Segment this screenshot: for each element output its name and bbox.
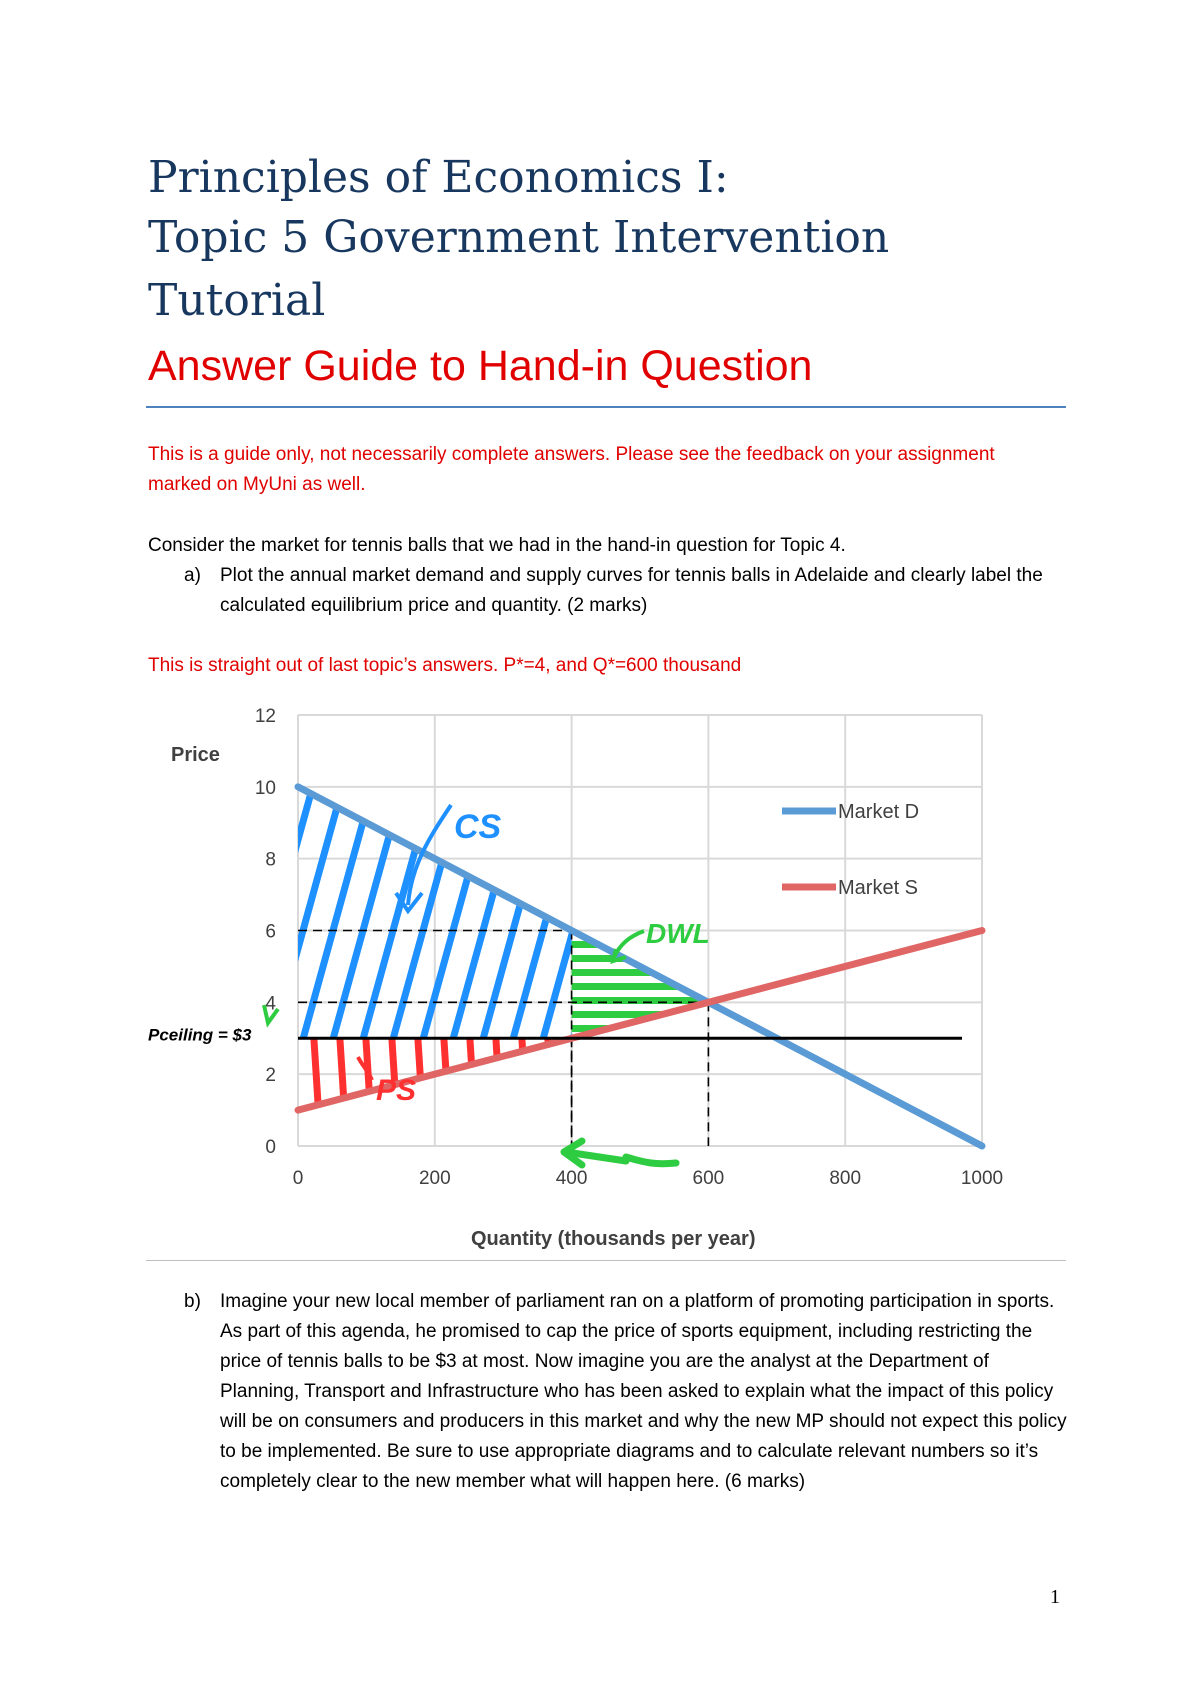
ps-hatch-stroke	[188, 705, 218, 1166]
cs-hatch-stroke	[988, 705, 1066, 1166]
x-tick-label: 200	[418, 1168, 451, 1189]
y-tick-label: 4	[265, 993, 276, 1015]
cs-hatch	[146, 705, 1066, 1166]
y-tick-label: 10	[254, 777, 276, 799]
title-divider	[146, 406, 1066, 408]
title-line-2: Topic 5 Government Intervention	[148, 212, 890, 263]
ps-annotation: PS	[376, 1074, 417, 1107]
cs-hatch-stroke	[1048, 705, 1066, 1166]
ps-hatch-stroke	[786, 705, 816, 1166]
ps-hatch-stroke	[146, 705, 166, 1166]
question-b-marker: b)	[184, 1291, 201, 1312]
legend-label: Market S	[838, 877, 919, 899]
page-number: 1	[1050, 1586, 1060, 1608]
cs-annotation: CS	[454, 808, 502, 846]
title-line-1: Principles of Economics I:	[148, 152, 729, 203]
ps-hatch-stroke	[604, 705, 634, 1166]
surplus-hatching	[146, 705, 1066, 1166]
ps-hatch-stroke	[734, 705, 764, 1166]
ps-hatch-stroke	[838, 705, 868, 1166]
ps-hatch-stroke	[708, 705, 738, 1166]
y-tick-label: 0	[265, 1137, 276, 1158]
cs-hatch-stroke	[146, 705, 248, 1166]
chart-bottom-rule	[146, 1260, 1066, 1261]
question-a-text: Plot the annual market demand and supply curves for tennis balls in Adelaide and clearly label the calculated equilibrium price and quantity. (2 marks)	[220, 565, 1043, 616]
ps-hatch-stroke	[214, 705, 244, 1166]
x-axis-label: Quantity (thousands per year)	[471, 1228, 756, 1250]
cs-hatch-stroke	[718, 705, 848, 1166]
question-a-marker: a)	[184, 565, 201, 586]
y-axis-label: Price	[171, 744, 220, 766]
quantity-shift-arrow	[626, 1157, 676, 1164]
cs-hatch-stroke	[148, 705, 278, 1166]
supply-demand-chart	[146, 705, 1066, 1260]
y-tick-label: 12	[254, 706, 276, 727]
ps-hatch-stroke	[916, 705, 946, 1166]
cs-hatch-stroke	[146, 705, 188, 1166]
chart-legend	[782, 801, 919, 899]
cs-hatch-stroke	[748, 705, 878, 1166]
guide-note: This is a guide only, not necessarily complete answers. Please see the feedback on your assignment marked on MyUni as well.	[148, 444, 995, 495]
cs-hatch-stroke	[146, 705, 218, 1166]
ps-hatch-stroke	[760, 705, 790, 1166]
cs-hatch-stroke	[928, 705, 1058, 1166]
x-tick-label: 600	[692, 1168, 725, 1189]
chart-axes	[255, 706, 1003, 1189]
question-b-text: Imagine your new local member of parliament ran on a platform of promoting participation in sports. As part of this agenda, he promised to cap the price of sports equipment, including restricting the price of tennis balls to be $3 at most. Now imagine you are the analyst at the Department of Planning, Transport and Infrastructure who has been asked to explain what the impact of this policy will be on consumers and producers in this market and why the new MP should not expect this policy to be implemented. Be sure to use appropriate diagrams and to calculate relevant numbers so it’s completely clear to the new member what will happen here. (6 marks)	[220, 1291, 1067, 1492]
ps-hatch-stroke	[994, 705, 1024, 1166]
ps-hatch-stroke	[422, 705, 452, 1166]
question-intro: Consider the market for tennis balls that we had in the hand-in question for Topic 4.	[148, 535, 846, 556]
cs-hatch-stroke	[418, 705, 548, 1166]
ps-hatch-stroke	[1020, 705, 1050, 1166]
cs-hatch-stroke	[1018, 705, 1066, 1166]
y-tick-label: 8	[265, 849, 276, 871]
price-ceiling-label: Pceiling = $3	[148, 1025, 252, 1045]
question-a	[148, 561, 1068, 621]
ps-hatch-stroke	[162, 705, 192, 1166]
cs-hatch-stroke	[508, 705, 638, 1166]
question-b	[148, 1287, 1068, 1497]
subtitle: Answer Guide to Hand-in Question	[148, 342, 813, 390]
dwl-annotation: DWL	[646, 918, 710, 949]
ps-hatch-stroke	[292, 705, 322, 1166]
cs-hatch-stroke	[448, 705, 578, 1166]
ps-hatch-stroke	[812, 705, 842, 1166]
title-line-3: Tutorial	[148, 275, 326, 326]
y-tick-label: 6	[265, 921, 276, 943]
cs-hatch-stroke	[146, 705, 158, 1166]
y-tick-label: 2	[265, 1065, 276, 1087]
x-tick-label: 400	[555, 1168, 588, 1189]
cs-hatch-stroke	[808, 705, 938, 1166]
ps-hatch-stroke	[1046, 705, 1066, 1166]
legend-label: Market D	[838, 801, 920, 823]
x-tick-label: 800	[829, 1168, 862, 1189]
cs-hatch-stroke	[838, 705, 968, 1166]
answer-a: This is straight out of last topic’s answers. P*=4, and Q*=600 thousand	[148, 655, 742, 676]
ps-hatch	[146, 705, 1066, 1166]
cs-hatch-stroke	[178, 705, 308, 1166]
chart-svg	[146, 705, 1066, 1260]
x-tick-label: 0	[292, 1168, 304, 1189]
x-tick-label: 1000	[960, 1168, 1004, 1189]
